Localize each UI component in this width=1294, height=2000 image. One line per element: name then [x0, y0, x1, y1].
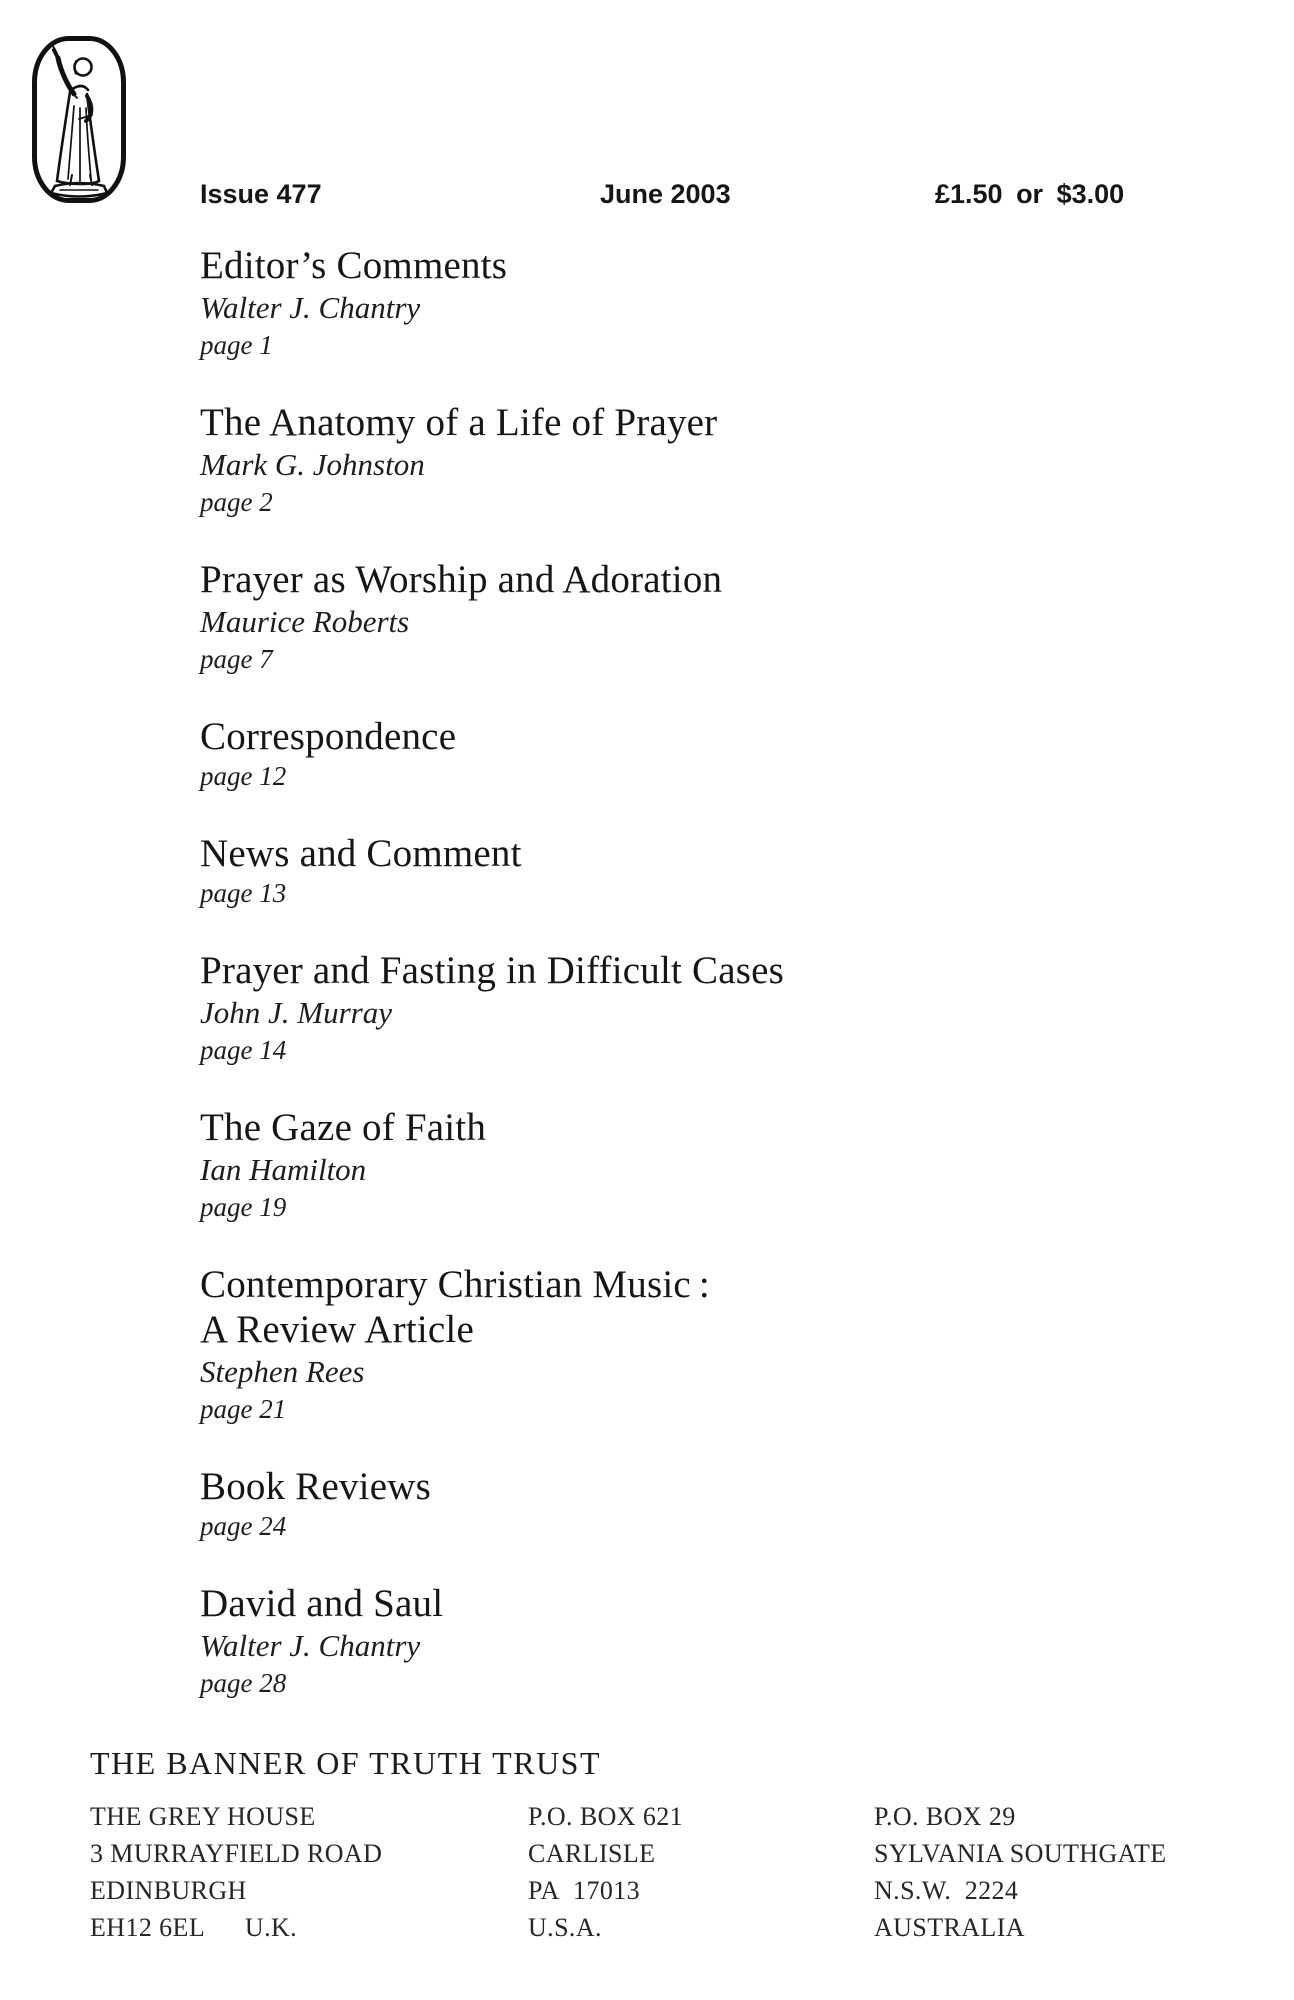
- article-page-ref: page 2: [200, 487, 273, 517]
- table-of-contents: [200, 243, 1140, 1738]
- article-page-ref: page 28: [200, 1668, 287, 1698]
- article-author: Maurice Roberts: [200, 604, 410, 639]
- toc-entry: [200, 831, 1140, 911]
- article-page-ref: page 13: [200, 878, 287, 908]
- address-column: [874, 1798, 1167, 1946]
- article-page-ref: page 1: [200, 330, 273, 360]
- article-title: Contemporary Christian Music :: [200, 1263, 710, 1306]
- article-author: Walter J. Chantry: [200, 1628, 421, 1663]
- article-author: Ian Hamilton: [200, 1152, 367, 1187]
- issue-price: £1.50 or $3.00: [935, 179, 1125, 209]
- article-title: Editor’s Comments: [200, 244, 508, 287]
- article-page-ref: page 14: [200, 1035, 287, 1065]
- address-line: AUSTRALIA: [874, 1913, 1025, 1942]
- article-title: Book Reviews: [200, 1465, 431, 1508]
- address-line: N.S.W. 2224: [874, 1876, 1019, 1905]
- address-line: SYLVANIA SOUTHGATE: [874, 1839, 1167, 1868]
- address-line: THE GREY HOUSE: [90, 1802, 316, 1831]
- toc-entry: [200, 948, 1140, 1068]
- article-title: The Anatomy of a Life of Prayer: [200, 401, 718, 444]
- article-page-ref: page 24: [200, 1511, 287, 1541]
- toc-entry: [200, 243, 1140, 363]
- article-title: Prayer and Fasting in Difficult Cases: [200, 949, 785, 992]
- address-column: [528, 1798, 683, 1946]
- address-line: EDINBURGH: [90, 1876, 247, 1905]
- article-author: Stephen Rees: [200, 1354, 365, 1389]
- article-title: Prayer as Worship and Adoration: [200, 558, 723, 601]
- address-line: P.O. BOX 29: [874, 1802, 1016, 1831]
- issue-date: June 2003: [600, 179, 731, 209]
- address-line: 3 MURRAYFIELD ROAD: [90, 1839, 383, 1868]
- article-page-ref: page 19: [200, 1192, 287, 1222]
- issue-number: Issue 477: [200, 179, 322, 209]
- address-line: CARLISLE: [528, 1839, 656, 1868]
- article-title: The Gaze of Faith: [200, 1106, 487, 1149]
- article-author: John J. Murray: [200, 995, 392, 1030]
- toc-entry: [200, 1464, 1140, 1544]
- toc-entry: [200, 1581, 1140, 1701]
- publisher-logo: [30, 34, 128, 205]
- article-title: A Review Article: [200, 1308, 474, 1351]
- address-line: PA 17013: [528, 1876, 641, 1905]
- address-line: EH12 6EL U.K.: [90, 1913, 298, 1942]
- preacher-icon: [30, 34, 128, 205]
- article-author: Walter J. Chantry: [200, 290, 421, 325]
- address-column: [90, 1798, 382, 1946]
- toc-entry: [200, 714, 1140, 794]
- address-line: P.O. BOX 621: [528, 1802, 684, 1831]
- article-title: Correspondence: [200, 715, 457, 758]
- article-title: David and Saul: [200, 1582, 444, 1625]
- article-author: Mark G. Johnston: [200, 447, 425, 482]
- article-title: News and Comment: [200, 832, 522, 875]
- article-page-ref: page 21: [200, 1394, 287, 1424]
- article-page-ref: page 7: [200, 644, 273, 674]
- article-page-ref: page 12: [200, 761, 287, 791]
- toc-entry: [200, 1262, 1140, 1427]
- toc-entry: [200, 1105, 1140, 1225]
- address-line: U.S.A.: [528, 1913, 602, 1942]
- toc-entry: [200, 400, 1140, 520]
- publisher-addresses: [90, 1798, 1260, 1958]
- publisher-name: THE BANNER OF TRUTH TRUST: [90, 1745, 602, 1781]
- toc-entry: [200, 557, 1140, 677]
